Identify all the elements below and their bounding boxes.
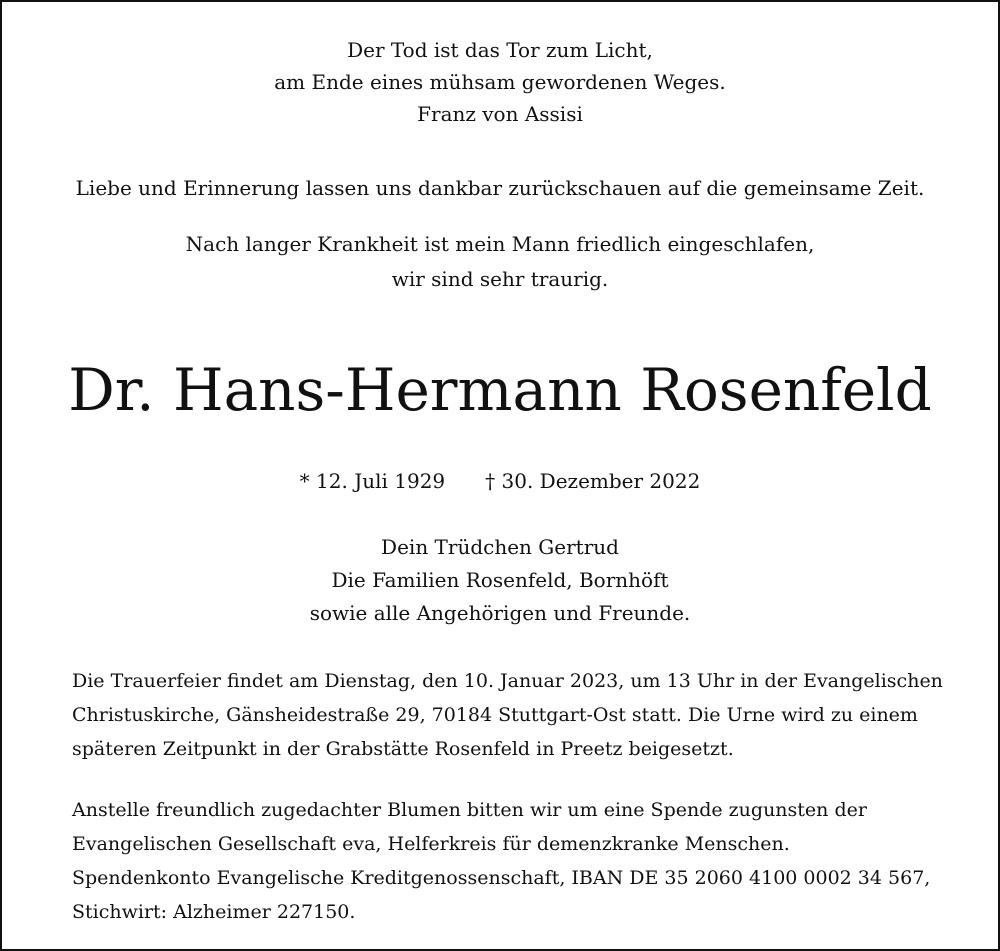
funeral-line: späteren Zeitpunkt in der Grabstätte Rosenfeld in Preetz beigesetzt. [72,738,734,760]
quote-author: Franz von Assisi [417,102,583,126]
funeral-line: Die Trauerfeier findet am Dienstag, den 10. Januar 2023, um 13 Uhr in der Evangelischen [72,670,943,692]
intro-block [0,227,1000,297]
death-date: † 30. Dezember 2022 [485,469,701,493]
funeral-line: Christuskirche, Gänsheidestraße 29, 70184 Stuttgart-Ost statt. Die Urne wird zu einem [72,704,918,726]
memory-line: Liebe und Erinnerung lassen uns dankbar zurückschauen auf die gemeinsame Zeit. [75,176,925,200]
life-dates [0,465,1000,497]
mourner-line: Die Familien Rosenfeld, Bornhöft [331,568,669,592]
memory-text [0,172,1000,204]
mourner-line: sowie alle Angehörigen und Freunde. [309,601,691,625]
mourner-line: Dein Trüdchen Gertrud [381,535,619,559]
donation-line: Spendenkonto Evangelische Kreditgenossenschaft, IBAN DE 35 2060 4100 0002 34 567, [72,867,931,889]
donation-line: Stichwirt: Alzheimer 227150. [72,901,356,923]
intro-line: Nach langer Krankheit ist mein Mann friedlich eingeschlafen, [185,232,815,256]
intro-line: wir sind sehr traurig. [391,267,609,291]
deceased-name: Dr. Hans-Hermann Rosenfeld [68,356,932,424]
funeral-info [72,664,972,766]
donation-info [72,793,972,929]
quote-block [0,34,1000,130]
quote-line: am Ende eines mühsam gewordenen Weges. [274,70,726,94]
birth-date: * 12. Juli 1929 [299,469,446,493]
quote-line: Der Tod ist das Tor zum Licht, [347,38,653,62]
donation-line: Evangelischen Gesellschaft eva, Helferkreis für demenzkranke Menschen. [72,833,790,855]
donation-line: Anstelle freundlich zugedachter Blumen bitten wir um eine Spende zugunsten der [72,799,867,821]
mourners-block [0,531,1000,630]
